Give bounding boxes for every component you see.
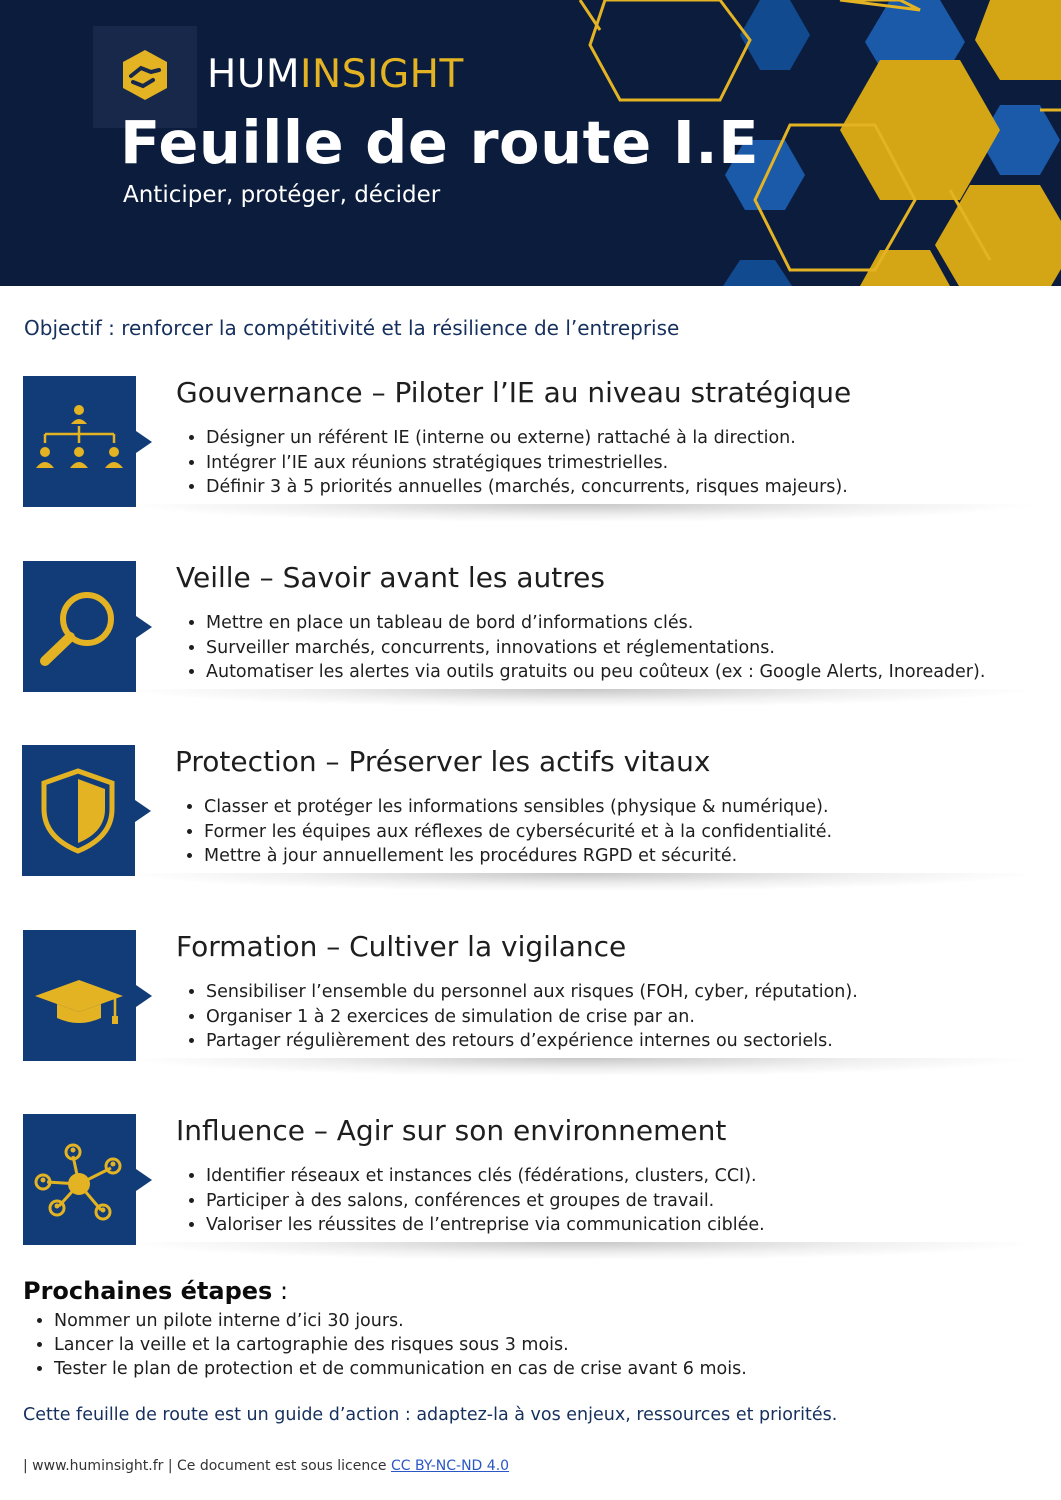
section-list (176, 1164, 1061, 1238)
section-list (176, 980, 1061, 1054)
list-item: • Nommer un pilote interne d’ici 30 jours. (54, 1309, 747, 1333)
next-steps-list (24, 1309, 747, 1381)
section-icon-box (23, 561, 136, 692)
next-steps-colon: : (272, 1277, 289, 1305)
list-item: • Sensibiliser l’ensemble du personnel aux risques (FOH, cyber, réputation). (206, 980, 1061, 1005)
next-steps-title-text: Prochaines étapes (23, 1277, 273, 1305)
section-list (176, 611, 1061, 685)
license-link[interactable]: CC BY-NC-ND 4.0 (391, 1458, 510, 1474)
section-title: Influence – Agir sur son environnement (176, 1114, 727, 1147)
list-item: • Intégrer l’IE aux réunions stratégiques trimestrielles. (206, 451, 1061, 476)
section-formation (0, 930, 1061, 1080)
section-influence (0, 1114, 1061, 1264)
section-shadow (130, 689, 1030, 707)
shield-icon (22, 745, 135, 876)
list-item: • Mettre à jour annuellement les procédures RGPD et sécurité. (204, 844, 1061, 869)
section-icon-box (23, 376, 136, 507)
section-veille (0, 561, 1061, 711)
org-chart-icon (23, 376, 136, 507)
section-icon-box (23, 930, 136, 1061)
header-banner (0, 0, 1061, 286)
brand-name-part1: HUM (207, 52, 301, 97)
footer (23, 1458, 509, 1474)
list-item: • Automatiser les alertes via outils gratuits ou peu coûteux (ex : Google Alerts, Inoreader). (206, 660, 1061, 685)
section-title: Veille – Savoir avant les autres (176, 561, 605, 594)
section-shadow (130, 1058, 1030, 1076)
page-subtitle: Anticiper, protéger, décider (123, 182, 441, 208)
list-item: • Tester le plan de protection et de communication en cas de crise avant 6 mois. (54, 1357, 747, 1381)
list-item: • Désigner un référent IE (interne ou externe) rattaché à la direction. (206, 426, 1061, 451)
section-list (174, 795, 1061, 869)
section-gouvernance (0, 376, 1061, 526)
section-list (176, 426, 1061, 500)
list-item: • Organiser 1 à 2 exercices de simulation de crise par an. (206, 1005, 1061, 1030)
footer-text: | www.huminsight.fr | Ce document est sous licence (23, 1458, 391, 1474)
list-item: • Mettre en place un tableau de bord d’informations clés. (206, 611, 1061, 636)
section-shadow (130, 873, 1030, 891)
list-item: • Participer à des salons, conférences et groupes de travail. (206, 1189, 1061, 1214)
section-title: Protection – Préserver les actifs vitaux (175, 745, 711, 778)
list-item: • Lancer la veille et la cartographie des risques sous 3 mois. (54, 1333, 747, 1357)
brand-name-part2: INSIGHT (300, 52, 464, 97)
brand-name (207, 52, 464, 97)
objective-text: Objectif : renforcer la compétitivité et la résilience de l’entreprise (24, 316, 680, 340)
list-item: • Surveiller marchés, concurrents, innovations et réglementations. (206, 636, 1061, 661)
section-shadow (130, 504, 1030, 522)
graduation-cap-icon (23, 930, 136, 1061)
section-icon-box (23, 1114, 136, 1245)
list-item: • Identifier réseaux et instances clés (fédérations, clusters, CCI). (206, 1164, 1061, 1189)
section-icon-box (22, 745, 135, 876)
network-icon (23, 1114, 136, 1245)
list-item: • Former les équipes aux réflexes de cybersécurité et à la confidentialité. (204, 820, 1061, 845)
section-shadow (130, 1242, 1030, 1260)
list-item: • Classer et protéger les informations sensibles (physique & numérique). (204, 795, 1061, 820)
page-title: Feuille de route I.E (120, 108, 760, 177)
list-item: • Définir 3 à 5 priorités annuelles (marchés, concurrents, risques majeurs). (206, 475, 1061, 500)
section-title: Gouvernance – Piloter l’IE au niveau stratégique (176, 376, 852, 409)
next-steps-title (23, 1277, 288, 1305)
section-protection (0, 745, 1061, 895)
guide-note: Cette feuille de route est un guide d’action : adaptez-la à vos enjeux, ressources et priorités. (23, 1405, 838, 1425)
magnifier-icon (23, 561, 136, 692)
list-item: • Partager régulièrement des retours d’expérience internes ou sectoriels. (206, 1029, 1061, 1054)
section-title: Formation – Cultiver la vigilance (176, 930, 627, 963)
list-item: • Valoriser les réussites de l’entreprise via communication ciblée. (206, 1213, 1061, 1238)
